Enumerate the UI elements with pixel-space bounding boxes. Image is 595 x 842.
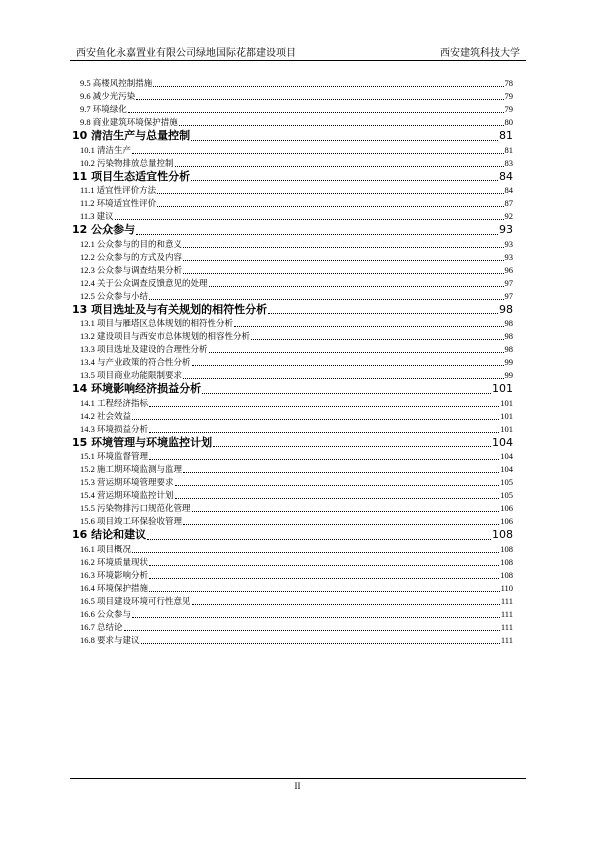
- toc-section-entry[interactable]: [72, 144, 513, 157]
- toc-entry-title: 12 公众参与: [72, 223, 136, 236]
- toc-entry-title: 14.2 社会效益: [80, 410, 132, 421]
- toc-entry-title: 15 环境管理与环境监控计划: [72, 435, 213, 449]
- toc-dot-leader: [183, 246, 503, 248]
- toc-entry-title: 13.2 建设项目与西安市总体规划的相容性分析: [80, 331, 251, 341]
- toc-entry-page: 81: [499, 129, 513, 142]
- toc-dot-leader: [132, 152, 503, 154]
- toc-section-entry[interactable]: [72, 463, 513, 476]
- toc-entry-title: 16.3 环境影响分析: [80, 569, 149, 580]
- toc-entry-title: 16.5 项目建设环境可行性意见: [80, 595, 191, 606]
- toc-dot-leader: [183, 471, 499, 473]
- toc-section-entry[interactable]: [72, 397, 513, 410]
- toc-entry-page: 108: [500, 569, 513, 580]
- toc-dot-leader: [192, 603, 500, 605]
- toc-entry-title: 13.5 项目商业功能限制要求: [80, 370, 183, 380]
- toc-dot-leader: [183, 523, 499, 525]
- toc-entry-page: 111: [500, 621, 513, 632]
- header-project-name: 西安鱼化永嘉置业有限公司绿地国际花都建设项目: [76, 48, 296, 59]
- toc-chapter-entry[interactable]: [72, 303, 513, 318]
- toc-dot-leader: [209, 285, 504, 287]
- toc-entry-page: 99: [504, 370, 513, 380]
- toc-dot-leader: [132, 418, 499, 420]
- toc-entry-title: 11.2 环境适宜性评价: [80, 198, 157, 208]
- toc-entry-title: 12.1 公众参与的目的和意义: [80, 238, 183, 249]
- toc-entry-page: 78: [504, 78, 513, 88]
- toc-entry-title: 13.4 与产业政策的符合性分析: [80, 357, 191, 367]
- toc-section-entry[interactable]: [72, 77, 513, 90]
- page-header: [70, 42, 526, 61]
- toc-section-entry[interactable]: [72, 582, 513, 595]
- toc-dot-leader: [136, 98, 503, 100]
- toc-entry-page: 83: [504, 157, 513, 168]
- toc-section-entry[interactable]: [72, 330, 513, 343]
- toc-entry-title: 14 环境影响经济损益分析: [72, 382, 202, 395]
- toc-dot-leader: [234, 325, 503, 327]
- toc-entry-title: 13.1 项目与雁塔区总体规划的相符性分析: [80, 318, 234, 328]
- toc-dot-leader: [191, 179, 498, 181]
- toc-section-entry[interactable]: [72, 410, 513, 423]
- toc-dot-leader: [202, 392, 491, 394]
- toc-entry-page: 101: [500, 397, 513, 408]
- toc-dot-leader: [153, 85, 503, 87]
- toc-entry-page: 84: [504, 185, 513, 195]
- toc-entry-title: 14.3 环境损益分析: [80, 423, 149, 434]
- toc-entry-title: 11.1 适宜性评价方法: [80, 185, 157, 195]
- toc-dot-leader: [191, 139, 498, 141]
- toc-section-entry[interactable]: [72, 116, 513, 129]
- toc-section-entry[interactable]: [72, 634, 513, 647]
- toc-dot-leader: [192, 364, 504, 366]
- toc-entry-page: 105: [500, 477, 513, 487]
- toc-dot-leader: [132, 551, 499, 553]
- toc-section-entry[interactable]: [72, 277, 513, 290]
- toc-entry-page: 99: [504, 357, 513, 367]
- toc-entry-page: 98: [504, 331, 513, 341]
- toc-section-entry[interactable]: [72, 369, 513, 382]
- toc-entry-page: 80: [504, 117, 513, 127]
- toc-entry-page: 101: [500, 410, 513, 421]
- toc-dot-leader: [149, 564, 499, 566]
- toc-section-entry[interactable]: [72, 356, 513, 369]
- toc-section-entry[interactable]: [72, 543, 513, 556]
- toc-dot-leader: [149, 431, 499, 433]
- toc-entry-page: 97: [504, 290, 513, 301]
- toc-entry-title: 10 清洁生产与总量控制: [72, 129, 191, 142]
- toc-entry-page: 79: [504, 91, 513, 101]
- toc-entry-page: 93: [499, 223, 513, 236]
- toc-section-entry[interactable]: [72, 476, 513, 489]
- toc-dot-leader: [124, 629, 500, 631]
- toc-chapter-entry[interactable]: [72, 382, 513, 397]
- toc-entry-page: 104: [492, 435, 513, 449]
- toc-section-entry[interactable]: [72, 238, 513, 251]
- toc-dot-leader: [132, 616, 500, 618]
- toc-entry-page: 93: [504, 251, 513, 262]
- toc-entry-page: 111: [500, 634, 513, 645]
- toc-section-entry[interactable]: [72, 184, 513, 197]
- toc-entry-title: 14.1 工程经济指标: [80, 397, 149, 408]
- toc-entry-title: 16.1 项目概况: [80, 543, 132, 554]
- toc-dot-leader: [251, 338, 503, 340]
- toc-section-entry[interactable]: [72, 502, 513, 515]
- toc-entry-title: 15.1 环境监督管理: [80, 451, 149, 461]
- toc-section-entry[interactable]: [72, 343, 513, 356]
- toc-entry-title: 9.7 环境绿化: [80, 104, 127, 114]
- toc-section-entry[interactable]: [72, 103, 513, 116]
- toc-chapter-entry[interactable]: [72, 170, 513, 185]
- toc-entry-title: 10.2 污染物排放总量控制: [80, 157, 174, 168]
- header-university-name: 西安建筑科技大学: [440, 48, 520, 59]
- toc-section-entry[interactable]: [72, 608, 513, 621]
- toc-entry-page: 106: [500, 516, 513, 526]
- toc-entry-page: 97: [504, 277, 513, 288]
- toc-entry-page: 105: [500, 490, 513, 500]
- toc-section-entry[interactable]: [72, 290, 513, 303]
- toc-section-entry[interactable]: [72, 423, 513, 436]
- toc-chapter-entry[interactable]: [72, 436, 513, 451]
- toc-entry-page: 108: [500, 543, 513, 554]
- page-number: II: [294, 781, 301, 791]
- toc-dot-leader: [175, 165, 504, 167]
- toc-dot-leader: [157, 192, 503, 194]
- toc-entry-page: 79: [504, 104, 513, 114]
- toc-dot-leader: [149, 405, 499, 407]
- toc-entry-page: 96: [504, 264, 513, 275]
- toc-section-entry[interactable]: [72, 450, 513, 463]
- toc-dot-leader: [175, 484, 500, 486]
- toc-entry-page: 101: [500, 423, 513, 434]
- toc-section-entry[interactable]: [72, 515, 513, 528]
- toc-dot-leader: [147, 538, 491, 540]
- toc-section-entry[interactable]: [72, 317, 513, 330]
- toc-section-entry[interactable]: [72, 90, 513, 103]
- toc-entry-title: 13 项目选址及与有关规划的相符性分析: [72, 302, 268, 316]
- toc-entry-page: 111: [500, 595, 513, 606]
- toc-entry-title: 11.3 建议: [80, 211, 114, 221]
- toc-section-entry[interactable]: [72, 621, 513, 634]
- toc-dot-leader: [115, 218, 504, 220]
- toc-dot-leader: [192, 510, 500, 512]
- toc-entry-page: 81: [504, 144, 513, 155]
- toc-section-entry[interactable]: [72, 489, 513, 502]
- toc-dot-leader: [183, 259, 503, 261]
- toc-entry-title: 12.4 关于公众调查反馈意见的处理: [80, 277, 208, 288]
- toc-entry-title: 15.3 营运期环境管理要求: [80, 477, 174, 487]
- toc-dot-leader: [157, 205, 503, 207]
- toc-dot-leader: [149, 590, 500, 592]
- toc-entry-title: 9.8 商业建筑环境保护措施: [80, 117, 178, 127]
- toc-chapter-entry[interactable]: [72, 223, 513, 238]
- toc-section-entry[interactable]: [72, 569, 513, 582]
- toc-entry-title: 16.2 环境质量现状: [80, 556, 149, 567]
- toc-entry-title: 16.7 总结论: [80, 621, 123, 632]
- toc-entry-page: 108: [500, 556, 513, 567]
- toc-entry-page: 92: [504, 211, 513, 221]
- toc-section-entry[interactable]: [72, 197, 513, 210]
- toc-chapter-entry[interactable]: [72, 528, 513, 543]
- toc-dot-leader: [149, 577, 499, 579]
- toc-entry-title: 12.5 公众参与小结: [80, 290, 149, 301]
- toc-dot-leader: [136, 233, 498, 235]
- toc-entry-title: 16 结论和建议: [72, 528, 147, 541]
- toc-entry-page: 87: [504, 198, 513, 208]
- toc-entry-page: 84: [499, 169, 513, 183]
- toc-entry-title: 15.4 营运期环境监控计划: [80, 490, 174, 500]
- toc-entry-page: 108: [492, 528, 513, 541]
- toc-entry-title: 10.1 清洁生产: [80, 144, 132, 155]
- toc-entry-title: 12.3 公众参与调查结果分析: [80, 264, 183, 275]
- toc-entry-title: 15.2 施工期环境监测与监理: [80, 464, 183, 474]
- toc-dot-leader: [141, 642, 500, 644]
- toc-entry-title: 16.8 要求与建议: [80, 634, 140, 645]
- toc-dot-leader: [183, 377, 503, 379]
- toc-entry-page: 110: [500, 582, 513, 593]
- toc-entry-page: 98: [504, 318, 513, 328]
- toc-dot-leader: [213, 445, 491, 447]
- footer-divider: [70, 778, 526, 779]
- toc-entry-title: 9.5 高楼风控制措施: [80, 78, 153, 88]
- toc-dot-leader: [209, 351, 504, 353]
- toc-chapter-entry[interactable]: [72, 129, 513, 144]
- toc-section-entry[interactable]: [72, 251, 513, 264]
- toc-entry-title: 11 项目生态适宜性分析: [72, 169, 191, 183]
- toc-entry-title: 13.3 项目选址及建设的合理性分析: [80, 344, 208, 354]
- toc-section-entry[interactable]: [72, 264, 513, 277]
- toc-entry-title: 9.6 减少光污染: [80, 91, 136, 101]
- toc-entry-page: 104: [500, 451, 513, 461]
- toc-entry-page: 93: [504, 238, 513, 249]
- toc-dot-leader: [175, 497, 500, 499]
- toc-entry-page: 98: [504, 344, 513, 354]
- table-of-contents: [72, 77, 513, 647]
- toc-section-entry[interactable]: [72, 595, 513, 608]
- toc-section-entry[interactable]: [72, 556, 513, 569]
- toc-entry-page: 98: [499, 302, 513, 316]
- toc-entry-page: 106: [500, 503, 513, 513]
- toc-dot-leader: [149, 298, 503, 300]
- toc-dot-leader: [179, 124, 504, 126]
- toc-entry-title: 16.4 环境保护措施: [80, 582, 149, 593]
- toc-section-entry[interactable]: [72, 210, 513, 223]
- toc-entry-title: 16.6 公众参与: [80, 608, 132, 619]
- toc-entry-title: 15.5 污染物排污口规范化管理: [80, 503, 191, 513]
- toc-entry-page: 101: [492, 382, 513, 395]
- toc-entry-page: 104: [500, 464, 513, 474]
- toc-entry-title: 12.2 公众参与的方式及内容: [80, 251, 183, 262]
- toc-dot-leader: [128, 111, 504, 113]
- toc-entry-page: 111: [500, 608, 513, 619]
- toc-entry-title: 15.6 项目竣工环保验收管理: [80, 516, 183, 526]
- toc-dot-leader: [183, 272, 503, 274]
- toc-section-entry[interactable]: [72, 157, 513, 170]
- toc-dot-leader: [149, 458, 499, 460]
- toc-dot-leader: [268, 312, 498, 314]
